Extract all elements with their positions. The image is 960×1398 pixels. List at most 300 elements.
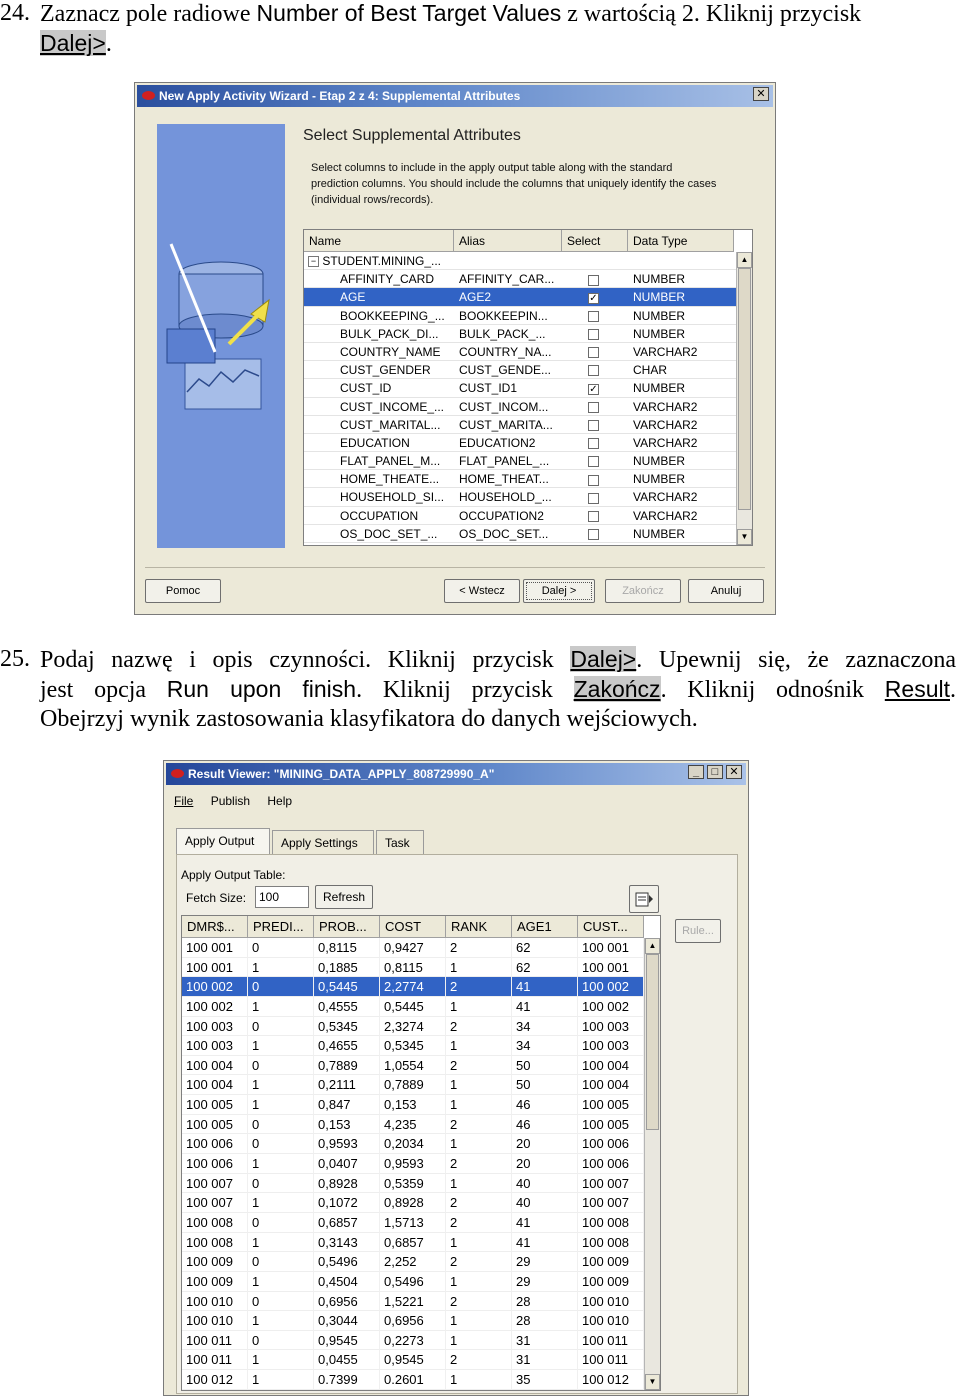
scroll-down-arrow-icon[interactable]: ▼ [737, 529, 752, 545]
table-row[interactable] [304, 325, 736, 343]
table-cell: 100 003 [182, 1017, 248, 1037]
table-cell: 100 005 [578, 1095, 644, 1115]
table-cell: 1 [446, 1370, 512, 1390]
table-row[interactable] [304, 416, 736, 434]
table-cell: 0,9593 [380, 1154, 446, 1174]
cell-alias[interactable]: OS_DOC_SET... [454, 525, 562, 543]
cell-data-type: NUMBER [628, 525, 736, 543]
table-row[interactable] [182, 1075, 644, 1095]
table-cell: 1 [446, 1174, 512, 1194]
table-cell: 100 003 [578, 1017, 644, 1037]
cell-alias[interactable]: CUST_MARITA... [454, 416, 562, 434]
fetch-size-label: Fetch Size: [186, 891, 247, 905]
cell-select [562, 416, 628, 434]
help-button[interactable]: Pomoc [145, 579, 221, 603]
table-row[interactable] [304, 452, 736, 470]
cell-select [562, 270, 628, 288]
attributes-table [303, 229, 753, 546]
table-cell: 0,8928 [380, 1193, 446, 1213]
table-cell: 0,4555 [314, 997, 380, 1017]
table-cell: 0,9593 [314, 1134, 380, 1154]
checkbox[interactable] [588, 347, 599, 358]
table-cell: 100 006 [578, 1134, 644, 1154]
table-row[interactable] [304, 361, 736, 379]
table-cell: 0,1072 [314, 1193, 380, 1213]
tab-apply-output[interactable]: Apply Output [176, 828, 270, 854]
finish-button[interactable]: Zakończ [605, 579, 681, 603]
table-row[interactable] [182, 1311, 644, 1331]
cancel-button[interactable]: Anuluj [688, 579, 764, 603]
cell-alias[interactable]: AFFINITY_CAR... [454, 270, 562, 288]
next-button[interactable]: Dalej > [523, 579, 595, 603]
table-cell: 100 012 [182, 1370, 248, 1390]
table-cell: 1 [446, 1233, 512, 1253]
oracle-logo-icon [171, 769, 184, 778]
cell-select [562, 307, 628, 325]
table-cell: 100 007 [182, 1174, 248, 1194]
table-cell: 0,3143 [314, 1233, 380, 1253]
collapse-icon[interactable]: − [308, 256, 319, 267]
cell-data-type: NUMBER [628, 452, 736, 470]
option-name: Run upon finish [166, 676, 357, 702]
minimize-icon[interactable]: _ [688, 765, 704, 779]
table-cell: 2 [446, 938, 512, 958]
cell-alias[interactable]: COUNTRY_NA... [454, 343, 562, 361]
cell-alias[interactable]: AGE2 [454, 288, 562, 306]
table-row[interactable] [182, 1095, 644, 1115]
scroll-down-arrow-icon[interactable]: ▼ [645, 1374, 660, 1390]
cell-alias[interactable]: EDUCATION2 [454, 434, 562, 452]
table-cell: 0,6857 [380, 1233, 446, 1253]
table-cell: 100 010 [182, 1311, 248, 1331]
refresh-button[interactable]: Refresh [315, 885, 373, 909]
cell-select [562, 325, 628, 343]
cell-name: EDUCATION [304, 434, 454, 452]
checkbox[interactable] [588, 529, 599, 540]
table-cell: 1 [446, 1272, 512, 1292]
table-cell: 100 006 [182, 1134, 248, 1154]
table-cell: 0,7889 [314, 1056, 380, 1076]
table-cell: 1 [248, 1233, 314, 1253]
column-header-alias[interactable]: Alias [454, 230, 562, 252]
table-cell: 1 [248, 1370, 314, 1390]
table-cell: 100 012 [578, 1370, 644, 1390]
cell-select [562, 288, 628, 306]
table-row[interactable] [182, 1154, 644, 1174]
checkbox[interactable] [588, 438, 599, 449]
table-cell: 0 [248, 1331, 314, 1351]
table-row[interactable] [182, 1292, 644, 1312]
cell-alias[interactable]: HOME_THEAT... [454, 470, 562, 488]
table-cell: 62 [512, 938, 578, 958]
table-row[interactable] [182, 1036, 644, 1056]
menu-publish[interactable]: Publish [210, 794, 251, 808]
table-cell: 41 [512, 977, 578, 997]
step-text: Obejrzyj wynik zastosowania klasyfikatora do danych wejściowych. [40, 706, 698, 732]
cell-alias[interactable]: OCCUPATION2 [454, 507, 562, 525]
table-cell: 50 [512, 1075, 578, 1095]
cell-name: AFFINITY_CARD [304, 270, 454, 288]
cell-select [562, 379, 628, 397]
step-text: . [950, 677, 956, 703]
table-row[interactable] [182, 1272, 644, 1292]
cell-select [562, 488, 628, 506]
table-cell: 0 [248, 977, 314, 997]
menu-bar [174, 794, 292, 808]
cell-select [562, 361, 628, 379]
table-cell: 0,4655 [314, 1036, 380, 1056]
cell-alias[interactable]: BULK_PACK_... [454, 325, 562, 343]
table-cell: 50 [512, 1056, 578, 1076]
table-cell: 100 001 [578, 938, 644, 958]
export-icon-graphic [634, 889, 654, 909]
table-cell: 100 009 [182, 1252, 248, 1272]
column-header[interactable]: PROB... [314, 916, 380, 938]
table-row[interactable] [304, 343, 736, 361]
scrollbar-thumb[interactable] [738, 268, 751, 510]
table-cell: 0,5345 [380, 1036, 446, 1056]
group-row[interactable] [304, 252, 736, 270]
table-cell: 100 001 [182, 958, 248, 978]
checkbox[interactable] [588, 456, 599, 467]
table-cell: 100 002 [578, 977, 644, 997]
table-cell: 0,6857 [314, 1213, 380, 1233]
table-cell: 0.2601 [380, 1370, 446, 1390]
table-row[interactable] [182, 938, 644, 958]
table-row[interactable] [182, 1017, 644, 1037]
group-name: STUDENT.MINING_... [322, 254, 442, 268]
table-row[interactable] [304, 507, 736, 525]
cell-name: CUST_GENDER [304, 361, 454, 379]
next-button-reference: Dalej> [570, 646, 637, 672]
table-cell: 0,1885 [314, 958, 380, 978]
table-cell: 1 [446, 1331, 512, 1351]
table-cell: 34 [512, 1036, 578, 1056]
rule-button[interactable]: Rule... [675, 919, 721, 943]
back-button[interactable]: < Wstecz [444, 579, 520, 603]
table-cell: 0 [248, 938, 314, 958]
cell-select [562, 525, 628, 543]
section-label: Apply Output Table: [181, 868, 286, 882]
cell-data-type: CHAR [628, 361, 736, 379]
checkbox[interactable] [588, 493, 599, 504]
step-text: Zaznacz pole radiowe [40, 1, 257, 27]
table-cell: 1 [248, 1036, 314, 1056]
table-cell: 0,2273 [380, 1331, 446, 1351]
table-cell: 2 [446, 1115, 512, 1135]
cell-alias[interactable]: HOUSEHOLD_... [454, 488, 562, 506]
checkbox-checked[interactable]: ✓ [589, 292, 598, 304]
table-cell: 100 006 [182, 1154, 248, 1174]
table-cell: 29 [512, 1272, 578, 1292]
table-row[interactable] [182, 1174, 644, 1194]
cell-data-type: NUMBER [628, 325, 736, 343]
table-cell: 0,153 [314, 1115, 380, 1135]
table-cell: 1 [248, 1095, 314, 1115]
table-row[interactable] [182, 1331, 644, 1351]
table-row[interactable] [182, 1233, 644, 1253]
close-icon[interactable]: ✕ [726, 765, 742, 779]
table-cell: 46 [512, 1095, 578, 1115]
button-bar-divider [145, 567, 765, 568]
wizard-side-image [157, 124, 285, 548]
table-cell: 28 [512, 1292, 578, 1312]
table-cell: 2 [446, 1213, 512, 1233]
table-cell: 1 [446, 1134, 512, 1154]
table-row[interactable] [182, 1350, 644, 1370]
table-cell: 0,8115 [314, 938, 380, 958]
cell-alias[interactable]: BOOKKEEPIN... [454, 307, 562, 325]
table-cell: 2,2774 [380, 977, 446, 997]
table-cell: 31 [512, 1350, 578, 1370]
table-cell: 1 [248, 1311, 314, 1331]
table-cell: 100 007 [578, 1174, 644, 1194]
export-icon[interactable] [629, 885, 659, 913]
tab-apply-settings[interactable]: Apply Settings [272, 830, 374, 854]
cell-name: FLAT_PANEL_M... [304, 452, 454, 470]
table-cell: 2 [446, 1350, 512, 1370]
table-cell: 100 002 [182, 997, 248, 1017]
table-cell: 31 [512, 1331, 578, 1351]
table-cell: 100 005 [182, 1115, 248, 1135]
column-header-name[interactable]: Name [304, 230, 454, 252]
table-cell: 0,0455 [314, 1350, 380, 1370]
result-link-reference: Result [884, 676, 950, 702]
table-scrollbar[interactable] [644, 938, 660, 1390]
fetch-size-input[interactable]: 100 [255, 886, 309, 908]
table-cell: 0,7889 [380, 1075, 446, 1095]
wizard-window [134, 82, 776, 615]
table-cell: 0.7399 [314, 1370, 380, 1390]
table-row[interactable] [304, 379, 736, 397]
column-header[interactable]: DMR$... [182, 916, 248, 938]
table-cell: 100 007 [182, 1193, 248, 1213]
table-cell: 100 005 [578, 1115, 644, 1135]
table-cell: 29 [512, 1252, 578, 1272]
table-cell: 0 [248, 1056, 314, 1076]
cell-name: BOOKKEEPING_... [304, 307, 454, 325]
table-row[interactable] [182, 1213, 644, 1233]
table-cell: 0,9427 [380, 938, 446, 958]
table-cell: 20 [512, 1134, 578, 1154]
step-24-paragraph [0, 0, 960, 28]
table-scrollbar[interactable] [736, 252, 752, 545]
table-cell: 1 [446, 997, 512, 1017]
cell-data-type: NUMBER [628, 288, 736, 306]
cell-name: CUST_INCOME_... [304, 398, 454, 416]
table-cell: 100 007 [578, 1193, 644, 1213]
next-button-reference: Dalej> [40, 30, 106, 56]
checkbox[interactable] [588, 402, 599, 413]
cell-data-type: VARCHAR2 [628, 416, 736, 434]
table-cell: 100 004 [182, 1056, 248, 1076]
cell-select [562, 507, 628, 525]
table-cell: 0 [248, 1115, 314, 1135]
table-cell: 4,235 [380, 1115, 446, 1135]
maximize-icon[interactable]: □ [707, 765, 723, 779]
table-cell: 0,847 [314, 1095, 380, 1115]
table-row[interactable] [182, 977, 644, 997]
checkbox[interactable] [588, 329, 599, 340]
table-body [182, 938, 644, 1390]
column-header[interactable]: CUST... [578, 916, 644, 938]
apply-output-panel [176, 854, 738, 1394]
scrollbar-thumb[interactable] [646, 954, 659, 1130]
table-cell: 2 [446, 977, 512, 997]
cell-data-type: VARCHAR2 [628, 398, 736, 416]
column-header-data-type[interactable]: Data Type [628, 230, 734, 252]
table-header [304, 230, 734, 252]
table-cell: 100 004 [578, 1056, 644, 1076]
checkbox[interactable] [588, 420, 599, 431]
viewer-title: Result Viewer: "MINING_DATA_APPLY_808729990_A" [188, 767, 495, 781]
cell-name: AGE [304, 288, 454, 306]
cell-name: OCCUPATION [304, 507, 454, 525]
table-cell: 100 011 [578, 1331, 644, 1351]
cell-select [562, 398, 628, 416]
table-row[interactable] [182, 1056, 644, 1076]
table-row[interactable] [182, 1252, 644, 1272]
table-cell: 1 [446, 1095, 512, 1115]
checkbox[interactable] [588, 511, 599, 522]
table-cell: 34 [512, 1017, 578, 1037]
table-cell: 1 [248, 1350, 314, 1370]
cell-alias[interactable]: FLAT_PANEL_... [454, 452, 562, 470]
step-number: 25. [0, 646, 30, 672]
table-cell: 1,0554 [380, 1056, 446, 1076]
table-cell: 1 [248, 997, 314, 1017]
table-row[interactable] [304, 525, 736, 543]
table-cell: 0,5496 [380, 1272, 446, 1292]
table-cell: 0 [248, 1017, 314, 1037]
table-row[interactable] [182, 1193, 644, 1213]
checkbox[interactable] [588, 365, 599, 376]
table-cell: 40 [512, 1174, 578, 1194]
table-cell: 1 [446, 1075, 512, 1095]
table-cell: 100 010 [578, 1292, 644, 1312]
table-cell: 2,252 [380, 1252, 446, 1272]
table-cell: 0,9545 [380, 1350, 446, 1370]
column-header[interactable]: AGE1 [512, 916, 578, 938]
table-cell: 2 [446, 1056, 512, 1076]
table-cell: 2,3274 [380, 1017, 446, 1037]
table-row[interactable] [304, 307, 736, 325]
table-row[interactable] [182, 1134, 644, 1154]
table-row[interactable] [182, 997, 644, 1017]
table-cell: 20 [512, 1154, 578, 1174]
cell-data-type: VARCHAR2 [628, 488, 736, 506]
table-row[interactable] [304, 470, 736, 488]
table-row[interactable] [304, 270, 736, 288]
table-row[interactable] [304, 488, 736, 506]
table-cell: 0 [248, 1213, 314, 1233]
table-cell: 100 005 [182, 1095, 248, 1115]
column-header[interactable]: COST [380, 916, 446, 938]
checkbox[interactable] [588, 475, 599, 486]
table-cell: 100 009 [578, 1252, 644, 1272]
menu-file[interactable]: File [174, 794, 194, 808]
cell-alias[interactable]: CUST_GENDE... [454, 361, 562, 379]
finish-button-reference: Zakończ [573, 676, 661, 702]
table-cell: 1 [248, 1154, 314, 1174]
scroll-up-arrow-icon[interactable]: ▲ [737, 252, 752, 268]
cell-data-type: NUMBER [628, 379, 736, 397]
table-cell: 100 001 [578, 958, 644, 978]
cell-name: CUST_ID [304, 379, 454, 397]
table-row[interactable] [182, 1370, 644, 1390]
cell-name: HOME_THEATE... [304, 470, 454, 488]
step-text: . Kliknij odnośnik [660, 677, 885, 703]
tab-task[interactable]: Task [376, 830, 424, 854]
table-cell: 100 003 [182, 1036, 248, 1056]
step-text: . [105, 31, 112, 57]
table-row[interactable] [304, 434, 736, 452]
table-row[interactable] [182, 958, 644, 978]
table-cell: 100 008 [578, 1213, 644, 1233]
table-cell: 1 [248, 958, 314, 978]
table-cell: 1 [248, 1272, 314, 1292]
table-cell: 100 006 [578, 1154, 644, 1174]
table-cell: 0,5496 [314, 1252, 380, 1272]
step-text: . Kliknij przycisk [356, 677, 574, 703]
table-cell: 1 [446, 1311, 512, 1331]
table-cell: 46 [512, 1115, 578, 1135]
cell-alias[interactable]: CUST_INCOM... [454, 398, 562, 416]
checkbox[interactable] [588, 275, 599, 286]
table-cell: 0,6956 [314, 1292, 380, 1312]
table-cell: 0,8115 [380, 958, 446, 978]
table-row[interactable] [304, 288, 736, 306]
table-cell: 0,153 [380, 1095, 446, 1115]
wizard-heading: Select Supplemental Attributes [303, 127, 521, 144]
table-cell: 100 009 [182, 1272, 248, 1292]
checkbox-checked[interactable]: ✓ [589, 383, 598, 395]
table-cell: 100 001 [182, 938, 248, 958]
table-cell: 100 002 [578, 997, 644, 1017]
table-cell: 100 010 [578, 1311, 644, 1331]
table-row[interactable] [182, 1115, 644, 1135]
cell-name: HOUSEHOLD_SI... [304, 488, 454, 506]
table-cell: 1 [446, 1036, 512, 1056]
wizard-title: New Apply Activity Wizard - Etap 2 z 4: Supplemental Attributes [159, 89, 521, 103]
table-row[interactable] [304, 398, 736, 416]
cell-select [562, 470, 628, 488]
scroll-up-arrow-icon[interactable]: ▲ [645, 938, 660, 954]
cell-data-type: NUMBER [628, 470, 736, 488]
column-header[interactable]: RANK [446, 916, 512, 938]
cell-data-type: VARCHAR2 [628, 434, 736, 452]
table-cell: 1 [248, 1193, 314, 1213]
table-cell: 2 [446, 1193, 512, 1213]
table-cell: 100 010 [182, 1292, 248, 1312]
table-cell: 100 002 [182, 977, 248, 997]
step-text: jest opcja [40, 677, 167, 703]
checkbox[interactable] [588, 311, 599, 322]
table-cell: 0 [248, 1174, 314, 1194]
column-header[interactable]: PREDI... [248, 916, 314, 938]
table-header [182, 916, 644, 938]
cell-alias[interactable]: CUST_ID1 [454, 379, 562, 397]
menu-help[interactable]: Help [267, 794, 293, 808]
cell-name: COUNTRY_NAME [304, 343, 454, 361]
table-cell: 1 [446, 958, 512, 978]
ui-field-name: Number of Best Target Values [256, 0, 562, 26]
column-header-select[interactable]: Select [562, 230, 628, 252]
table-cell: 0,5445 [380, 997, 446, 1017]
table-cell: 0,5359 [380, 1174, 446, 1194]
table-cell: 41 [512, 997, 578, 1017]
close-icon[interactable]: ✕ [753, 87, 769, 101]
